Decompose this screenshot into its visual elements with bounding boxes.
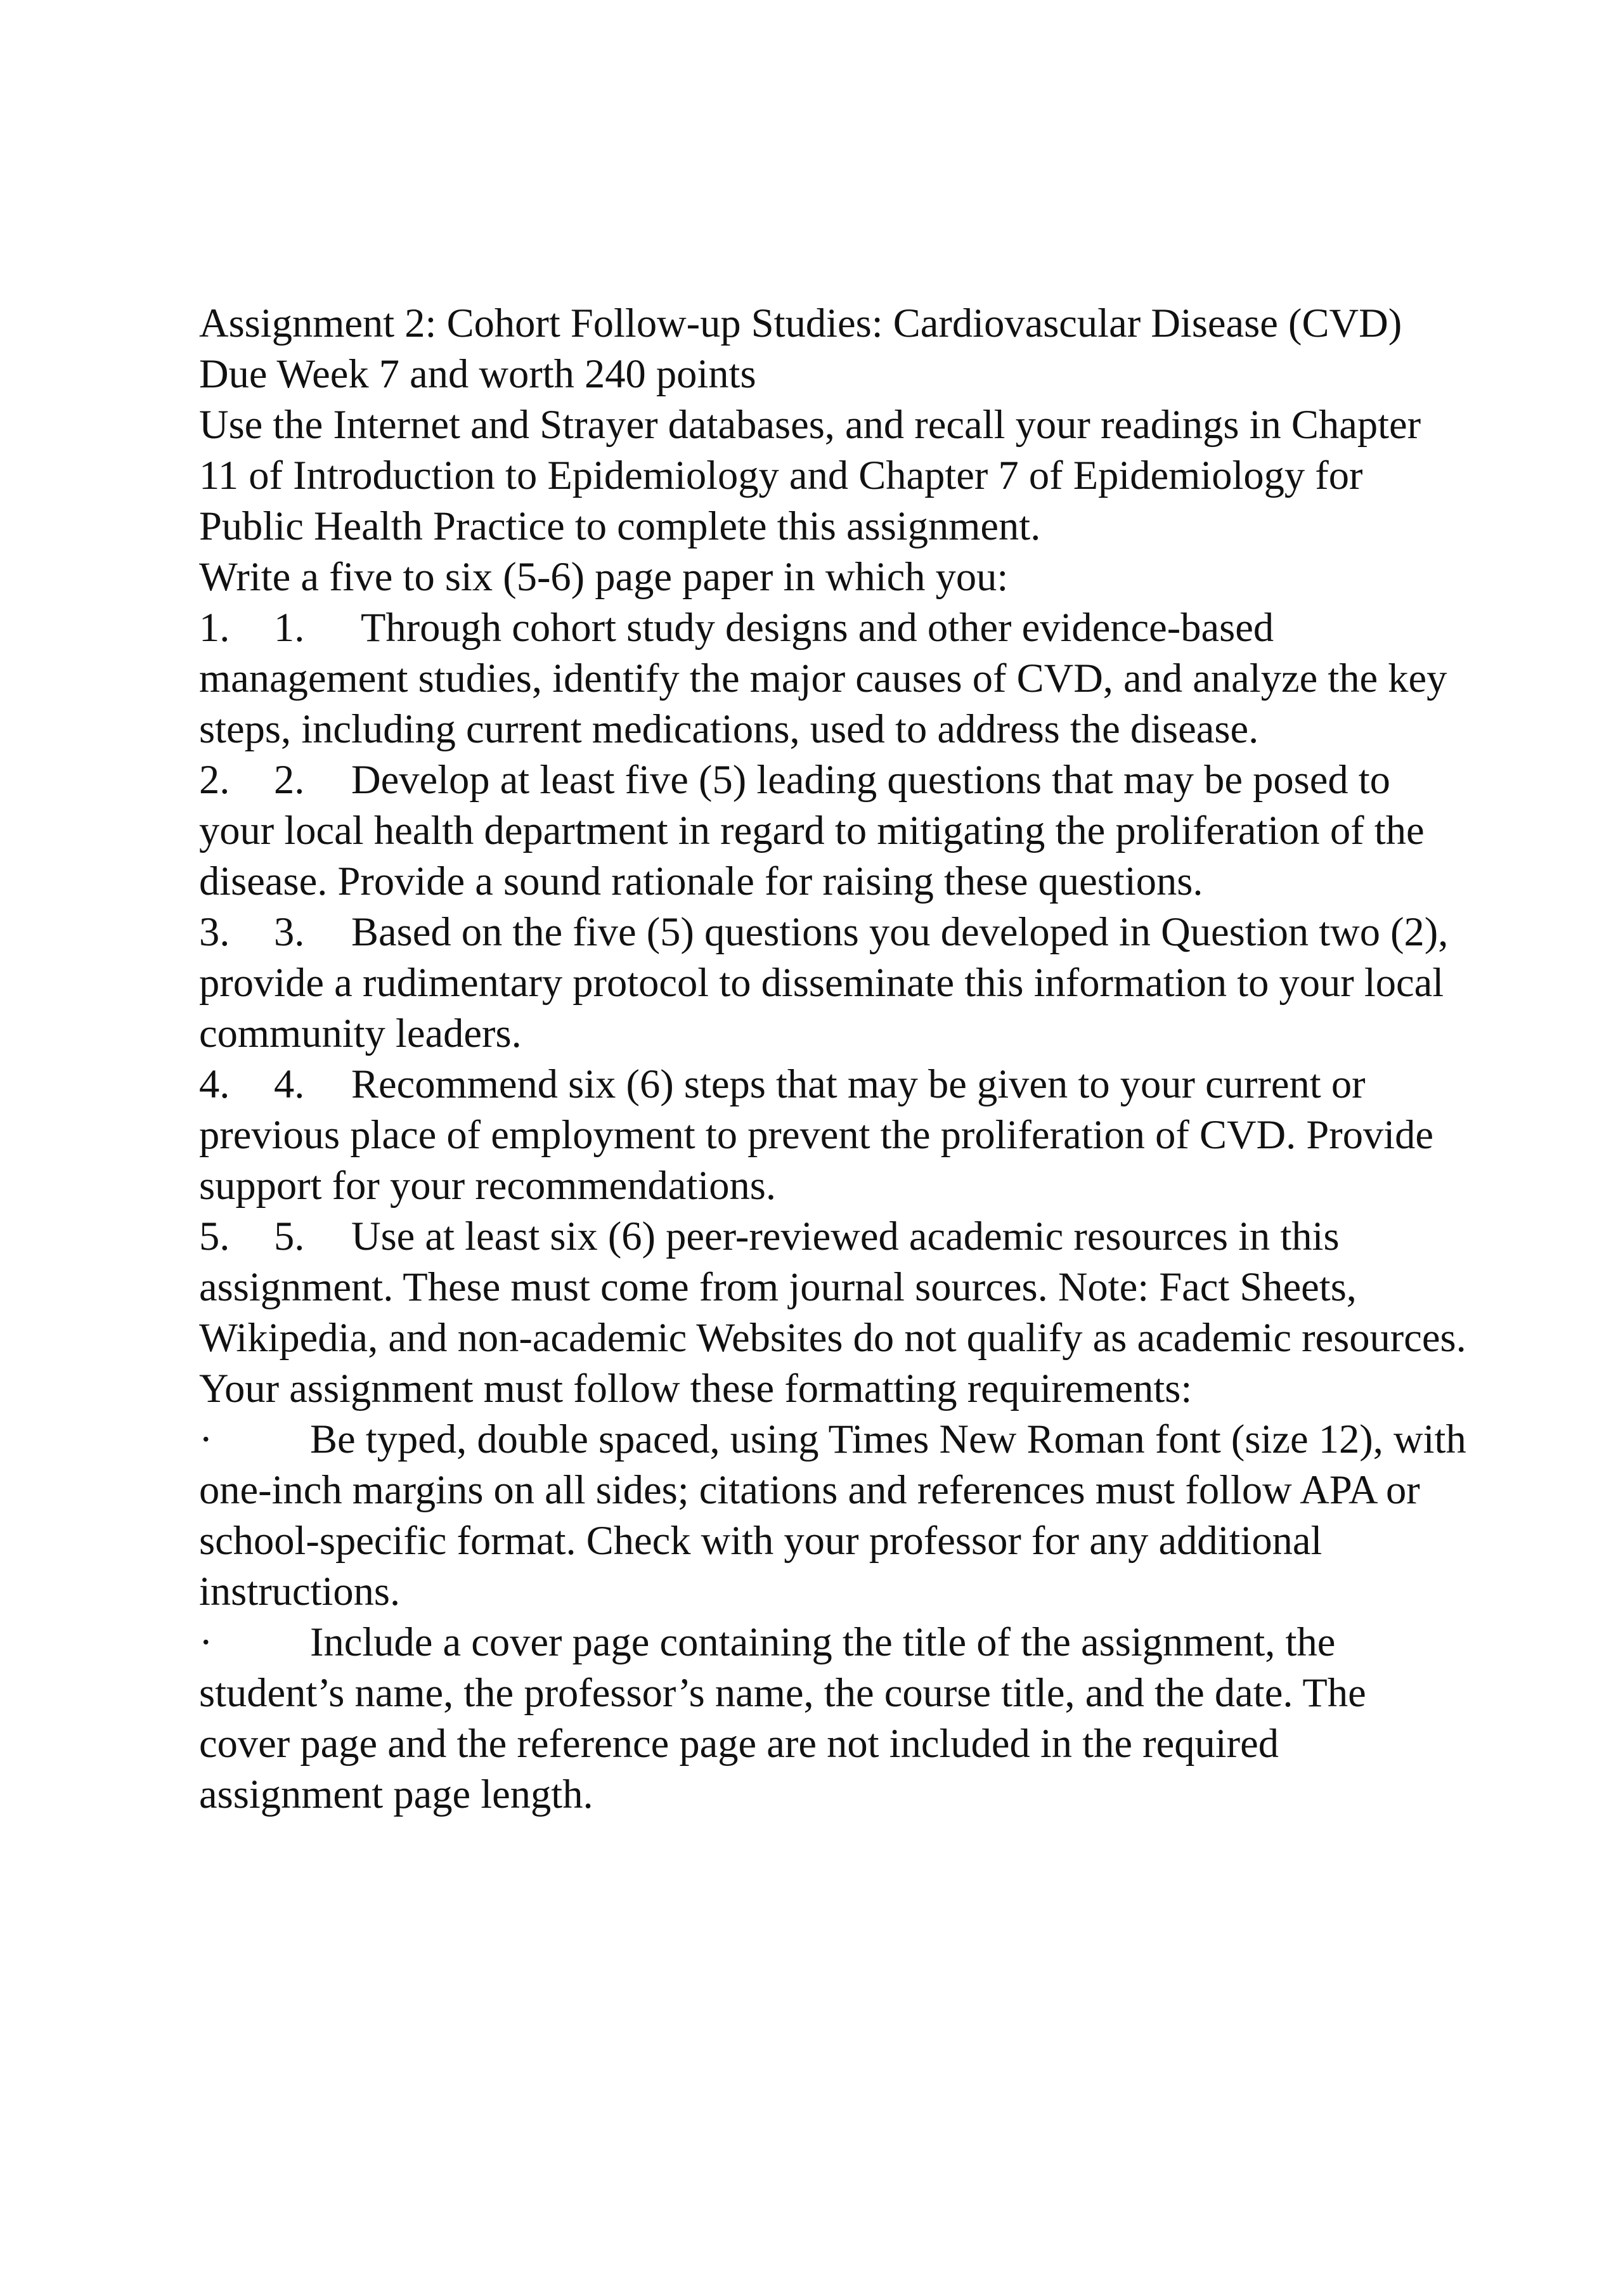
bullet-text: Be typed, double spaced, using Times New Roman font (size 12), with one-inch margins on all sides; citations and references must follow APA or school-specific format. Check with your professor for any additional instructions. bbox=[199, 1417, 1466, 1614]
formatting-heading: Your assignment must follow these formatting requirements: bbox=[199, 1366, 1193, 1411]
numbered-item bbox=[199, 1211, 1467, 1363]
item-text: Use at least six (6) peer-reviewed academic resources in this assignment. These must come from journal sources. Note: Fact Sheets, Wikipedia, and non-academic Websites do not qualify as academic resources. bbox=[199, 1214, 1466, 1360]
document-body bbox=[199, 298, 1467, 1820]
item-number: 4. bbox=[199, 1061, 230, 1106]
numbered-item bbox=[199, 602, 1467, 755]
bullet-text: Include a cover page containing the title of the assignment, the student’s name, the professor’s name, the course title, and the date. The cover page and the reference page are not included in the required assignment page length. bbox=[199, 1619, 1366, 1817]
assignment-title: Assignment 2: Cohort Follow-up Studies: Cardiovascular Disease (CVD) bbox=[199, 301, 1402, 346]
bullet-marker: · bbox=[199, 1619, 213, 1664]
item-subnumber: 2. bbox=[274, 757, 305, 802]
item-number: 2. bbox=[199, 757, 230, 802]
due-line: Due Week 7 and worth 240 points bbox=[199, 351, 756, 396]
bullet-item bbox=[199, 1617, 1467, 1820]
item-number: 5. bbox=[199, 1214, 230, 1259]
item-subnumber: 1. bbox=[274, 605, 305, 650]
item-text: Recommend six (6) steps that may be given to your current or previous place of employment to prevent the proliferation of CVD. Provide support for your recommendations. bbox=[199, 1061, 1434, 1208]
item-subnumber: 5. bbox=[274, 1214, 305, 1259]
item-number: 3. bbox=[199, 909, 230, 954]
numbered-item bbox=[199, 907, 1467, 1059]
item-number: 1. bbox=[199, 605, 230, 650]
numbered-item bbox=[199, 755, 1467, 907]
item-subnumber: 3. bbox=[274, 909, 305, 954]
numbered-item bbox=[199, 1059, 1467, 1211]
intro-paragraph: Use the Internet and Strayer databases, and recall your readings in Chapter 11 of Introduction to Epidemiology and Chapter 7 of Epidemiology for Public Health Practice to complete this assignment. bbox=[199, 402, 1421, 548]
bullet-item bbox=[199, 1414, 1467, 1617]
bullet-marker: · bbox=[199, 1417, 213, 1462]
writing-prompt: Write a five to six (5-6) page paper in which you: bbox=[199, 554, 1009, 599]
item-text: Based on the five (5) questions you developed in Question two (2), provide a rudimentary protocol to disseminate this information to your local community leaders. bbox=[199, 909, 1449, 1056]
item-subnumber: 4. bbox=[274, 1061, 305, 1106]
item-text: Develop at least five (5) leading questions that may be posed to your local health department in regard to mitigating the proliferation of the disease. Provide a sound rationale for raising these questions. bbox=[199, 757, 1425, 904]
item-text: Through cohort study designs and other evidence-based management studies, identify the major causes of CVD, and analyze the key steps, including current medications, used to address the disease. bbox=[199, 605, 1447, 751]
